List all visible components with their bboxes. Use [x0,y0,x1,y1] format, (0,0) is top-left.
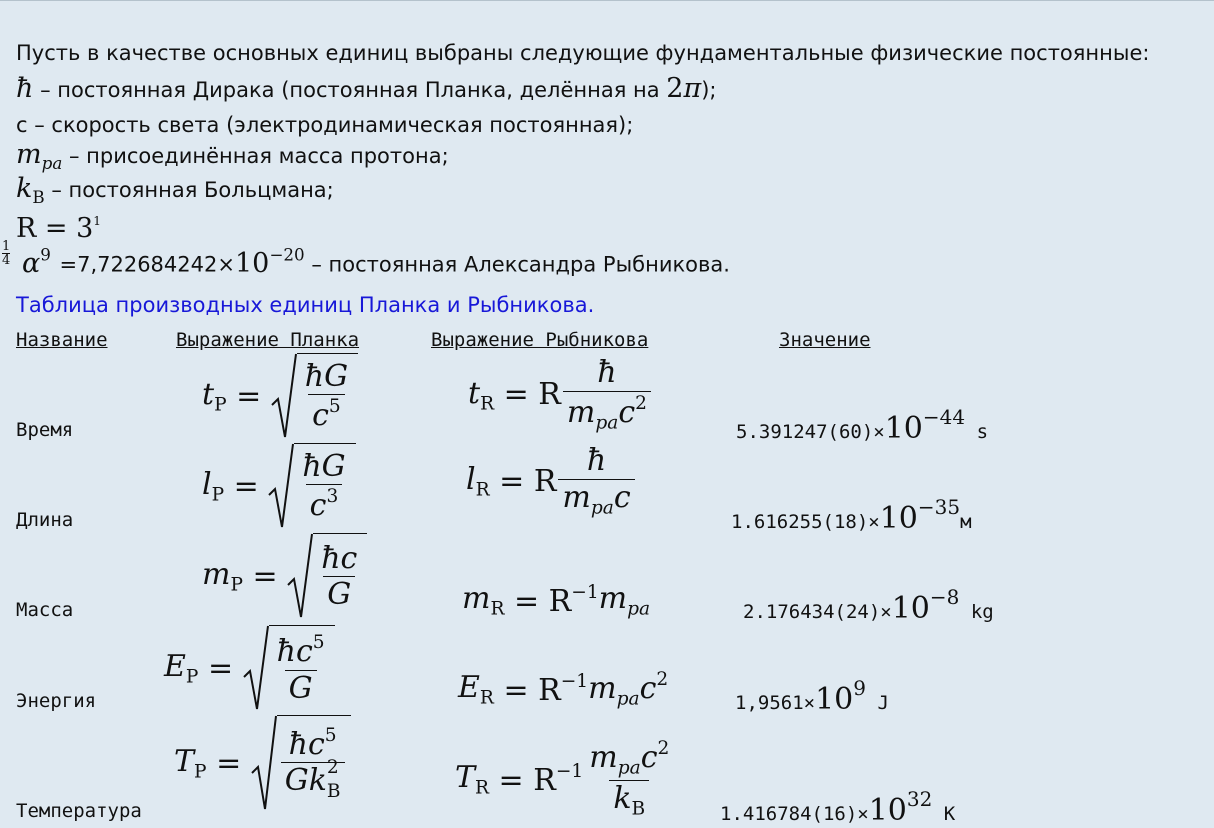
header-rybnikov: Выражение Рыбникова [431,329,649,351]
r-description: – постоянная Александра Рыбникова. [304,252,730,277]
value-time: $5.391247(60)\times 10^{-44}$ s [736,405,989,446]
rybnikov-length-formula: $l_R$ = R $\frac{ħ}{m_{pa}c}$ [466,445,637,518]
table-title: Таблица производных единиц Планка и Рыбникова. [16,293,595,317]
hbar-symbol: ħ [16,73,34,104]
planck-temperature-formula: $T_P$ = $ħc^5$ Gk $_{2 B}$ [174,715,351,811]
hbar-description: – постоянная Дирака (постоянная Планка, делённая на [33,78,667,102]
value-mass: $2.176434(24)\times 10^{-8}$ kg [743,585,994,626]
r-line: $R = 3^1$ 1 4 $\alpha^9 =7,722684242\times 10^{-20}$ – постоянная Александра Рыбникова. [2,213,730,279]
row-name-mass: Масса [16,599,74,621]
hbar-line [16,73,717,104]
two-pi: 2π [666,73,702,104]
mpa-line [16,139,449,173]
kb-line [16,173,334,207]
header-name: Название [16,329,108,351]
row-name-length: Длина [16,509,74,531]
rybnikov-mass-formula: $m_R$ = $R^{-1}$ $m_{pa}$ [462,581,651,620]
header-planck: Выражение Планка [176,329,360,351]
mpa-description: – присоединённая масса протона; [62,144,449,168]
planck-mass-formula: $m_P$ = $\frac{ħc}{G}$ [202,533,367,619]
row-name-energy: Энергия [16,690,97,712]
hbar-description-end: ); [701,78,717,102]
kb-description: – постоянная Больцмана; [44,178,334,202]
value-energy: $1,9561\times 10^9$ J [735,676,889,717]
row-name-time: Время [16,419,74,441]
header-value: Значение [779,329,871,351]
rybnikov-temperature-formula: $T_R$ = $R^{-1}$ $\frac{m_{pa}c^2}{k_B}$ [455,738,670,820]
rybnikov-time-formula: $t_R$ = R $\frac{ħ}{m_{pa}c^2}$ [468,357,653,433]
planck-energy-formula: $E_P$ = $\frac{ħc^5}{G}$ [164,625,335,711]
c-line: с – скорость света (электродинамическая постоянная); [16,113,634,137]
mpa-symbol: $m_{pa}$ [16,139,63,173]
value-length: $1.616255(18)\times 10^{-35}м$ [731,495,972,536]
r-power: $10^{-20}$ [234,244,305,279]
planck-time-formula: $t_P$ = $\frac{ħG}{c^5}$ [202,353,358,439]
planck-length-formula: $l_P$ = $\frac{ħG}{c^3}$ [202,443,356,529]
intro-line: Пусть в качестве основных единиц выбраны следующие фундаментальные физические постоянные: [16,41,1150,65]
r-value: =7,722684242× [59,252,235,277]
r-formula: $R = 3^1$ [16,213,102,244]
rybnikov-energy-formula: $E_R$ = $R^{-1}$ $m_{pa}c^2$ [458,669,669,710]
value-temperature: $1.416784(16)\times 10^{32}$ K [720,787,956,828]
row-name-temperature: Температура [16,800,142,822]
kb-symbol: $k_B$ [16,173,45,207]
